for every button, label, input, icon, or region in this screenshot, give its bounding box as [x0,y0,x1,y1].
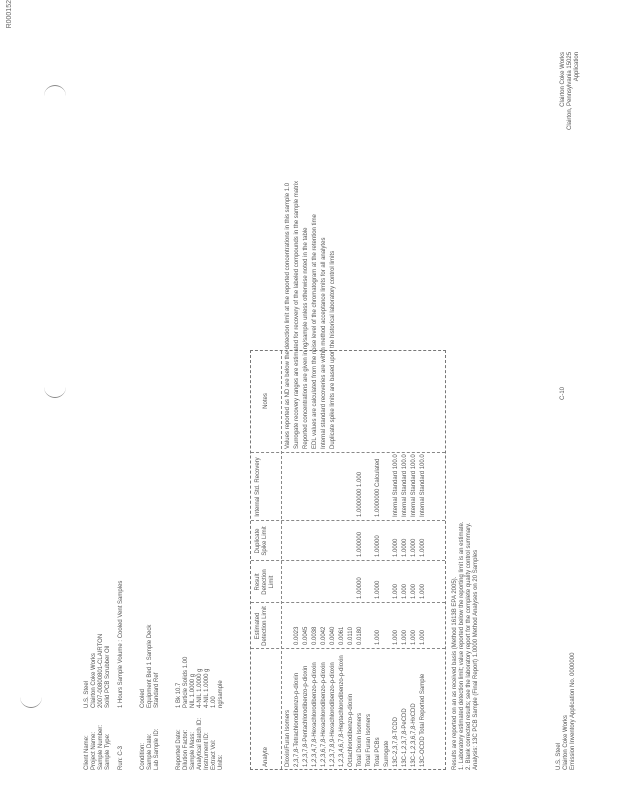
address-line: Clairton, Pennsylvania 15025 [567,51,573,130]
cell-analyte: Octachlorodibenzo-p-dioxin [348,693,354,767]
table-row [357,351,366,769]
sample-info-label: Condition: [140,742,146,770]
param-row [218,530,225,770]
table-header-edl: Estimated Detection Limit [255,606,268,646]
table-row [285,182,294,769]
table-row [420,351,429,769]
cell-isr: Internal Standard 100.0 [393,454,399,517]
cell-analyte: 13C-2,3,7,8-TCDD [393,716,399,767]
table-header-dsl: Duplicate Spike Limit [255,526,268,556]
sample-info-value: Cooled [140,688,146,708]
table-header-isr: Internal Std. Recovery [255,457,261,517]
page-number: C-10 [560,386,566,400]
cell-rdl: 1.0000 [375,580,381,599]
param-label: Reported Date: [176,729,182,770]
cell-note: Reported concentrations are given in ng/sample unless otherwise noted in the table [303,227,309,449]
meta-row [98,530,105,770]
cell-dsl: 1.0000 [411,538,417,557]
meta-value: 2007-00800801-CLAIRTON [98,633,104,708]
cell-edl: 0.0040 [330,626,336,645]
cell-dsl: 1.0000 [402,538,408,557]
sign-line: Emission Inventory Application No. 0000000 [570,652,576,770]
cell-note: EDL values are calculated from the noise level of the chromatogram at the retention time [312,214,318,449]
footnote: 2. Blank corrected results; see the laboratory report for the complete quality control summary. [466,522,472,770]
sample-info-row [140,530,147,770]
cell-analyte: 1,2,3,4,7,8-Hexachlorodibenzo-p-dioxin [312,662,318,767]
table-row [411,351,420,769]
meta-row [105,530,112,770]
cell-dsl: 1.000000 [357,531,363,557]
cell-edl: 0.0042 [321,626,327,645]
param-row [197,530,204,770]
cell-analyte: Total Dioxin Isomers [357,712,363,767]
cell-isr: 1.0000000 1.000 [357,471,363,517]
run-value: 1 Hours Sample Volume : Cooled Vent Samples [118,580,124,708]
params-block [176,530,225,770]
param-row [176,530,183,770]
table-row [375,351,384,769]
param-row [190,530,197,770]
meta-row [84,530,91,770]
table-row [348,351,357,769]
address-line: Application [574,51,580,82]
corner-mark-left [20,697,42,708]
table-row [303,227,312,769]
param-label: Extract Vol: [211,739,217,770]
cell-analyte: 2,3,7,8-Tetrachlorodibenzo-p-dioxin [294,672,300,767]
table-body [285,180,429,769]
cell-isr: Internal Standard 100.0 [402,454,408,517]
sample-info-label: Sample Date: [147,733,153,770]
cell-analyte: 1,2,3,6,7,8-Hexachlorodibenzo-p-dioxin [321,662,327,767]
cell-edl: 0.0023 [294,626,300,645]
param-label: Sample Mass: [190,731,196,770]
param-value: 1.00 [211,696,217,708]
meta-row [91,530,98,770]
table-header-notes: Notes [263,393,269,409]
cell-analyte: Total PCBs [375,737,381,767]
cell-note: Values reported as ND are below the detection limit at the reported concentrations in this sample 1.0 [285,182,291,449]
param-row [183,530,190,770]
table-header-rdl: Result Detection Limit [255,569,275,595]
param-value: NIL 1.0000 g [190,673,196,708]
cell-analyte: Total Furan Isomers [366,713,372,767]
meta-value: Clairton Coke Works [91,653,97,708]
footnotes [452,522,480,770]
cell-analyte: Dioxin/Furan Isomers [285,709,291,767]
cell-dsl: 1.0000 [393,538,399,557]
meta-label: Client Name: [84,735,90,770]
cell-isr: Internal Standard 100.0 [411,454,417,517]
cell-analyte: Surrogate [384,740,390,767]
param-label: Instrument ID: [204,732,210,770]
cell-analyte: 1,2,3,7,8-Pentachlorodibenzo-p-dioxin [303,665,309,767]
cell-analyte: 1,2,3,7,8,9-Hexachlorodibenzo-p-dioxin [330,662,336,767]
table-row [312,214,321,769]
cell-analyte: 13C-OCDD Total Reported Sample [420,673,426,767]
corner-mark-right [44,85,66,96]
cell-note: Internal standard recoveries are within method acceptance limits for all analytes [321,237,327,449]
cell-edl: 0.0045 [303,626,309,645]
meta-label: Sample Type: [105,733,111,770]
cell-isr: Internal Standard 100.0 [420,454,426,517]
cell-analyte: 1,2,3,4,6,7,8-Heptachlorodibenzo-p-dioxin [339,655,345,767]
footnote: 1. Laboratory estimated detection limit; value reported below the reporting limit is an estimate. [459,521,465,770]
cell-edl: 0.0061 [339,626,345,645]
cell-note: Duplicate spike limits are based upon the historical laboratory control limits [330,250,336,449]
results-table [250,180,446,770]
meta-label: Sample Number: [98,724,104,770]
cell-edl: 1.000 [420,629,426,645]
param-label: Analytical Batch ID: [197,717,203,770]
run-label: Run: C-3 [118,745,124,770]
meta-value: U.S. Steel [84,680,90,708]
param-row [211,530,218,770]
table-row [339,351,348,769]
sign-line: Clairton Coke Works [563,715,569,770]
table-row [321,237,330,769]
cell-edl: 0.0180 [357,626,363,645]
cell-analyte: 13C-1,2,3,6,7,8-HxCDD [411,703,417,767]
sample-info-block [140,530,161,770]
cell-edl: 0.0038 [312,626,318,645]
sample-info-row [154,530,161,770]
sample-info-label: Lab Sample ID: [154,728,160,770]
cell-rdl: 1.000 [411,583,417,599]
cell-analyte: 13C-1,2,3,7,8-PeCDD [402,708,408,767]
cell-dsl: 1.00000 [375,535,381,557]
address-line: Clairton Coke Works [560,51,566,107]
table-row [294,180,303,769]
cell-edl: 1.000 [411,629,417,645]
sign-line: U.S. Steel [556,742,562,770]
cell-rdl: 1.000 [393,583,399,599]
cell-dsl: 1.0000 [420,538,426,557]
param-value: 1 Bk 10.7 [176,682,182,708]
cell-rdl: 1.000 [420,583,426,599]
cell-edl: 1.000 [402,629,408,645]
param-label: Dilution Factor: [183,729,189,770]
cell-edl: 0.0110 [348,627,354,645]
param-value: Particle Solids 1.00 [183,656,189,708]
corner-mark-middle [44,387,66,398]
cell-edl: 1.000 [393,629,399,645]
meta-value: Solid PCB Scrubber Oil [105,645,111,708]
run-row [118,530,125,770]
table-row [393,351,402,769]
cell-rdl: 1.00000 [357,577,363,599]
signature-block [556,653,577,770]
address-block [560,52,581,130]
cell-edl: 1.000 [375,629,381,645]
param-label: Units: [218,754,224,770]
sample-info-row [147,530,154,770]
table-header-analyte: Analyte [263,746,269,767]
param-value: 4-NIL 1.0000 g [204,668,210,708]
param-row [204,530,211,770]
footnote: Analysis: 13C PCB Sample (Final Report) 1.0000 Method Analyses on 20 Samples [473,549,479,770]
sample-info-value: Standard Ref [154,672,160,708]
table-row [402,351,411,769]
table-row [384,351,393,769]
table-row [330,250,339,769]
page-id: R000152 [6,0,13,29]
cell-rdl: 1.000 [402,583,408,599]
cell-note: Surrogate recovery ranges are estimated for recovery of the labeled compounds in the sample matrix [294,180,300,449]
cell-isr: 1.0000000 Calculated [375,458,381,517]
meta-block [84,530,112,770]
sample-info-value: Equipment Bed 1 Sample Deck [147,624,153,708]
param-value: 4-NIL 1.0000 g [197,668,203,708]
table-row [366,351,375,769]
footnote: Results are reported on an as received basis (Method 1613B EPA 2005). [452,576,458,770]
param-value: ng/sample [218,680,224,708]
meta-label: Project Name: [91,731,97,770]
